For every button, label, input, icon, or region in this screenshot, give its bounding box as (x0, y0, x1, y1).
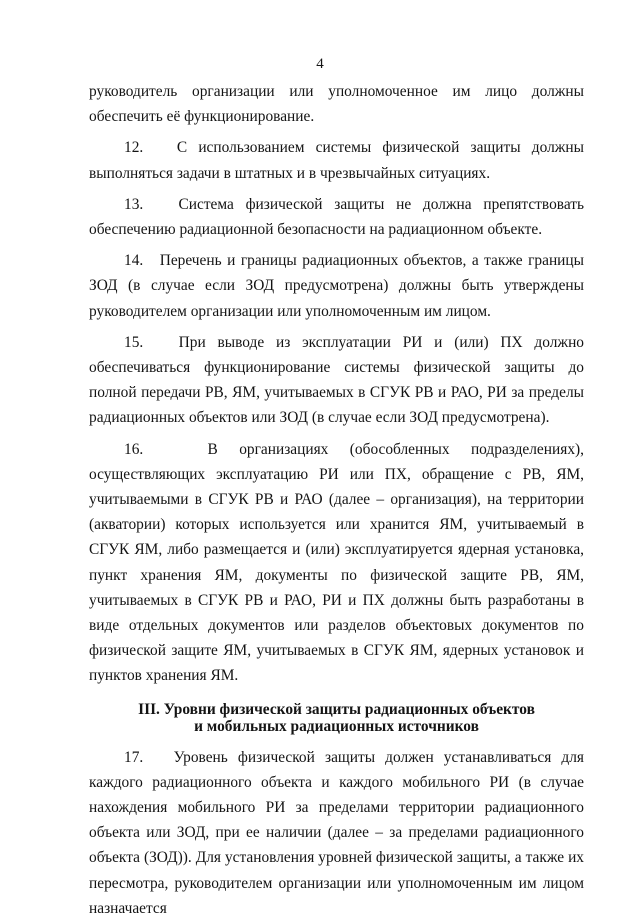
paragraph-14: 14. Перечень и границы радиационных объектов, а также границы ЗОД (в случае если ЗОД предусмотрена) должны быть утверждены руководителем организации или уполномоченным им лицом. (89, 252, 584, 320)
section-heading-line-2: и мобильных радиационных источников (194, 717, 479, 735)
paragraph-13: 13. Система физической защиты не должна препятствовать обеспечению радиационной безопасности на радиационном объекте. (89, 195, 584, 239)
page-number: 4 (316, 56, 324, 72)
paragraph-16: 16. В организациях (обособленных подразделениях), осуществляющих эксплуатацию РИ или ПХ, обращение с РВ, ЯМ, учитываемыми в СГУК РВ и РАО (далее – организация), на территории (акватории) которых используется или хранится ЯМ, учитываемый в СГУК ЯМ, либо размещается и (или) эксплуатируется ядерная установка, пункт хранения ЯМ, документы по физической защите РВ, ЯМ, учитываемых в СГУК РВ и РАО, РИ и ПХ должны быть разработаны в виде отдельных документов или разделов объектовых документов по физической защите ЯМ, учитываемых в СГУК ЯМ, ядерных установок и пунктов хранения ЯМ. (89, 440, 584, 685)
section-heading (89, 701, 584, 735)
paragraph-12: 12. С использованием системы физической защиты должны выполняться задачи в штатных и в чрезвычайных ситуациях. (89, 139, 584, 182)
paragraph-continuation: руководитель организации или уполномоченное им лицо должны обеспечить её функционирование. (89, 83, 584, 126)
section-heading-line-1: III. Уровни физической защиты радиационных объектов (138, 700, 535, 718)
paragraph-15: 15. При выводе из эксплуатации РИ и (или) ПХ должно обеспечиваться функционирование системы физической защиты до полной передачи РВ, ЯМ, учитываемых в СГУК РВ и РАО, РИ за пределы радиационных объектов или ЗОД (в случае если ЗОД предусмотрена). (89, 333, 584, 427)
paragraph-17: 17. Уровень физической защиты должен устанавливаться для каждого радиационного объекта и каждого мобильного РИ (в случае нахождения мобильного РИ за пределами территории радиационного объекта или ЗОД, при ее наличии (далее – за пределами радиационного объекта (ЗОД)). Для установления уровней физической защиты, а также их пересмотра, руководителем организации или уполномоченным им лицом назначается (89, 748, 584, 917)
document-body (89, 79, 584, 921)
